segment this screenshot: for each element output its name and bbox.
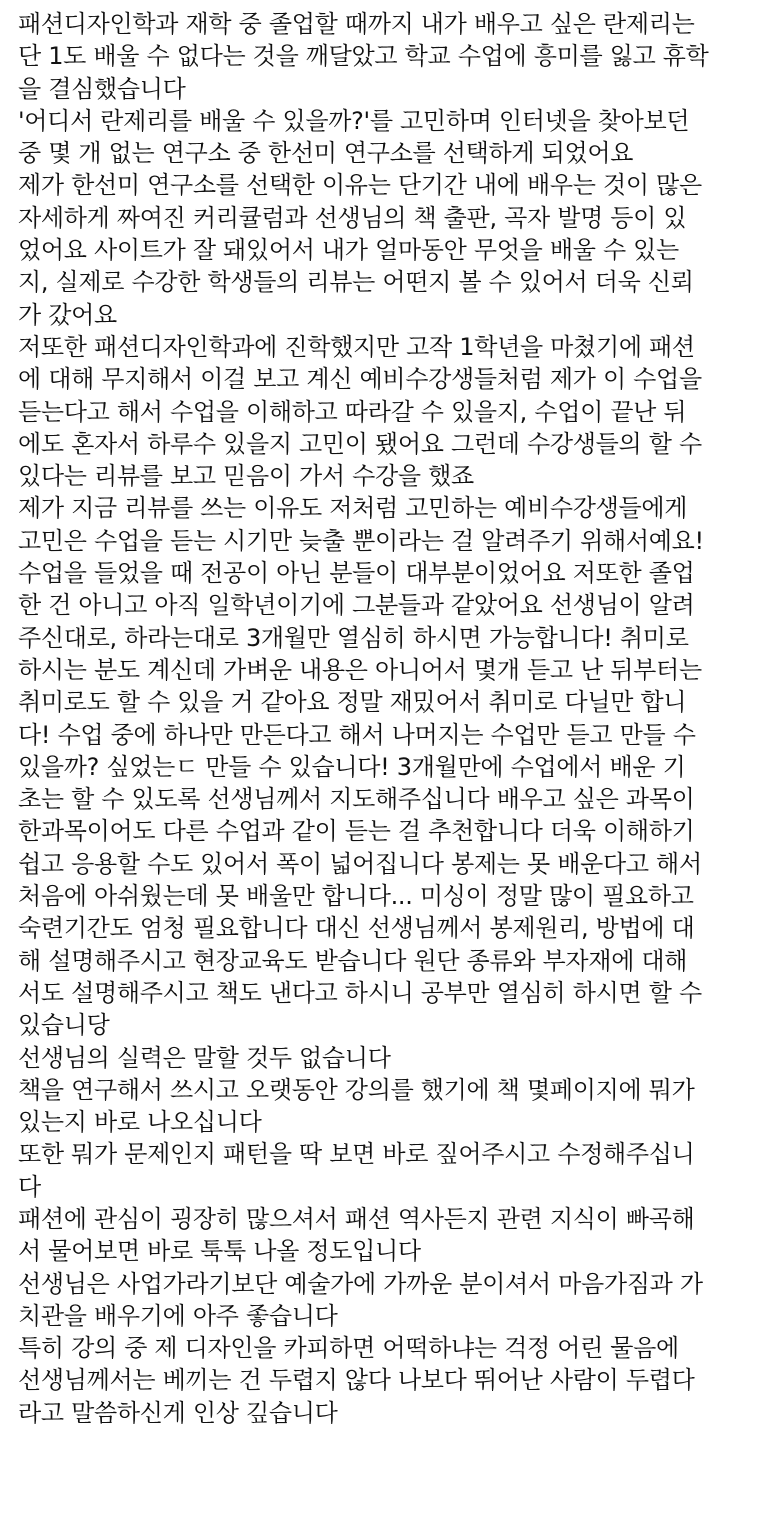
text-line: '어디서 란제리를 배울 수 있을까?'를 고민하며 인터넷을 찾아보던 [18, 106, 690, 135]
text-line: 고민은 수업을 듣는 시기만 늦출 뿐이라는 걸 알려주기 위해서예요! [18, 526, 704, 555]
text-line: 지, 실제로 수강한 학생들의 리뷰는 어떤지 볼 수 있어서 더욱 신뢰 [18, 268, 694, 297]
text-line: 선생님은 사업가라기보단 예술가에 가까운 분이셔서 마음가짐과 가 [18, 1269, 703, 1298]
text-line: 한과목이어도 다른 수업과 같이 듣는 걸 추천합니다 더욱 이해하기 [18, 817, 695, 846]
text-line: 해 설명해주시고 현장교육도 받습니다 원단 종류와 부자재에 대해 [18, 946, 688, 975]
text-line: 을 결심했습니다 [18, 74, 186, 103]
text-line: 라고 말씀하신게 인상 깊습니다 [18, 1398, 338, 1427]
text-line: 주신대로, 하라는대로 3개월만 열심히 하시면 가능합니다! 취미로 [18, 623, 689, 652]
text-line: 수업을 들었을 때 전공이 아닌 분들이 대부분이었어요 저또한 졸업 [18, 559, 695, 588]
text-line: 서 물어보면 바로 툭툭 나올 정도입니다 [18, 1237, 421, 1266]
text-line: 서도 설명해주시고 책도 낸다고 하시니 공부만 열심히 하시면 할 수 [18, 978, 702, 1007]
text-line: 단 1도 배울 수 없다는 것을 깨달았고 학교 수업에 흥미를 잃고 휴학 [18, 42, 709, 71]
text-line: 제가 지금 리뷰를 쓰는 이유도 저처럼 고민하는 예비수강생들에게 [18, 494, 688, 523]
text-line: 또한 뭐가 문제인지 패턴을 딱 보면 바로 짚어주시고 수정해주십니 [18, 1140, 695, 1169]
text-line: 있을까? 싶었는ㄷ 만들 수 있습니다! 3개월만에 수업에서 배운 기 [18, 752, 686, 781]
review-post-body [18, 8, 763, 1429]
text-line: 다! 수업 중에 하나만 만든다고 해서 나머지는 수업만 듣고 만들 수 [18, 720, 696, 749]
text-line: 패션디자인학과 재학 중 졸업할 때까지 내가 배우고 싶은 란제리는 [18, 10, 695, 38]
text-line: 숙련기간도 엄청 필요합니다 대신 선생님께서 봉제원리, 방법에 대 [18, 914, 695, 943]
text-line: 가 갔어요 [18, 300, 117, 329]
text-line: 있다는 리뷰를 보고 믿음이 가서 수강을 했죠 [18, 462, 474, 491]
text-line: 에 대해 무지해서 이걸 보고 계신 예비수강생들처럼 제가 이 수업을 [18, 365, 702, 394]
text-line: 듣는다고 해서 수업을 이해하고 따라갈 수 있을지, 수업이 끝난 뒤 [18, 397, 687, 426]
text-line: 책을 연구해서 쓰시고 오랫동안 강의를 했기에 책 몇페이지에 뭐가 [18, 1075, 695, 1104]
text-line: 제가 한선미 연구소를 선택한 이유는 단기간 내에 배우는 것이 많은 [18, 171, 702, 200]
text-line: 하시는 분도 계신데 가벼운 내용은 아니어서 몇개 듣고 난 뒤부터는 [18, 655, 702, 684]
text-line: 있는지 바로 나오십니다 [18, 1108, 262, 1137]
text-line: 특히 강의 중 제 디자인을 카피하면 어떡하냐는 걱정 어린 물음에 [18, 1334, 679, 1363]
text-line: 치관을 배우기에 아주 좋습니다 [18, 1301, 338, 1330]
text-line: 있습니당 [18, 1011, 110, 1040]
text-line: 다 [18, 1172, 41, 1201]
text-line: 초는 할 수 있도록 선생님께서 지도해주십니다 배우고 싶은 과목이 [18, 785, 695, 814]
text-line: 저또한 패션디자인학과에 진학했지만 고작 1학년을 마쳤기에 패션 [18, 332, 695, 361]
text-line: 자세하게 짜여진 커리큘럼과 선생님의 책 출판, 곡자 발명 등이 있 [18, 203, 687, 232]
text-line: 선생님께서는 베끼는 건 두렵지 않다 나보다 뛰어난 사람이 두렵다 [18, 1366, 695, 1395]
text-line: 처음에 아쉬웠는데 못 배울만 합니다... 미싱이 정말 많이 필요하고 [18, 882, 694, 911]
text-line: 중 몇 개 없는 연구소 중 한선미 연구소를 선택하게 되었어요 [18, 139, 634, 168]
text-line: 패션에 관심이 굉장히 많으셔서 패션 역사든지 관련 지식이 빠곡해 [18, 1204, 695, 1233]
text-line: 었어요 사이트가 잘 돼있어서 내가 얼마동안 무엇을 배울 수 있는 [18, 236, 679, 265]
text-line: 한 건 아니고 아직 일학년이기에 그분들과 같았어요 선생님이 알려 [18, 591, 695, 620]
text-line: 에도 혼자서 하루수 있을지 고민이 됐어요 그런데 수강생들의 할 수 [18, 429, 702, 458]
text-line: 선생님의 실력은 말할 것두 없습니다 [18, 1043, 391, 1072]
text-line: 취미로도 할 수 있을 거 같아요 정말 재밌어서 취미로 다닐만 합니 [18, 688, 687, 717]
text-line: 쉽고 응용할 수도 있어서 폭이 넓어집니다 봉제는 못 배운다고 해서 [18, 849, 702, 878]
